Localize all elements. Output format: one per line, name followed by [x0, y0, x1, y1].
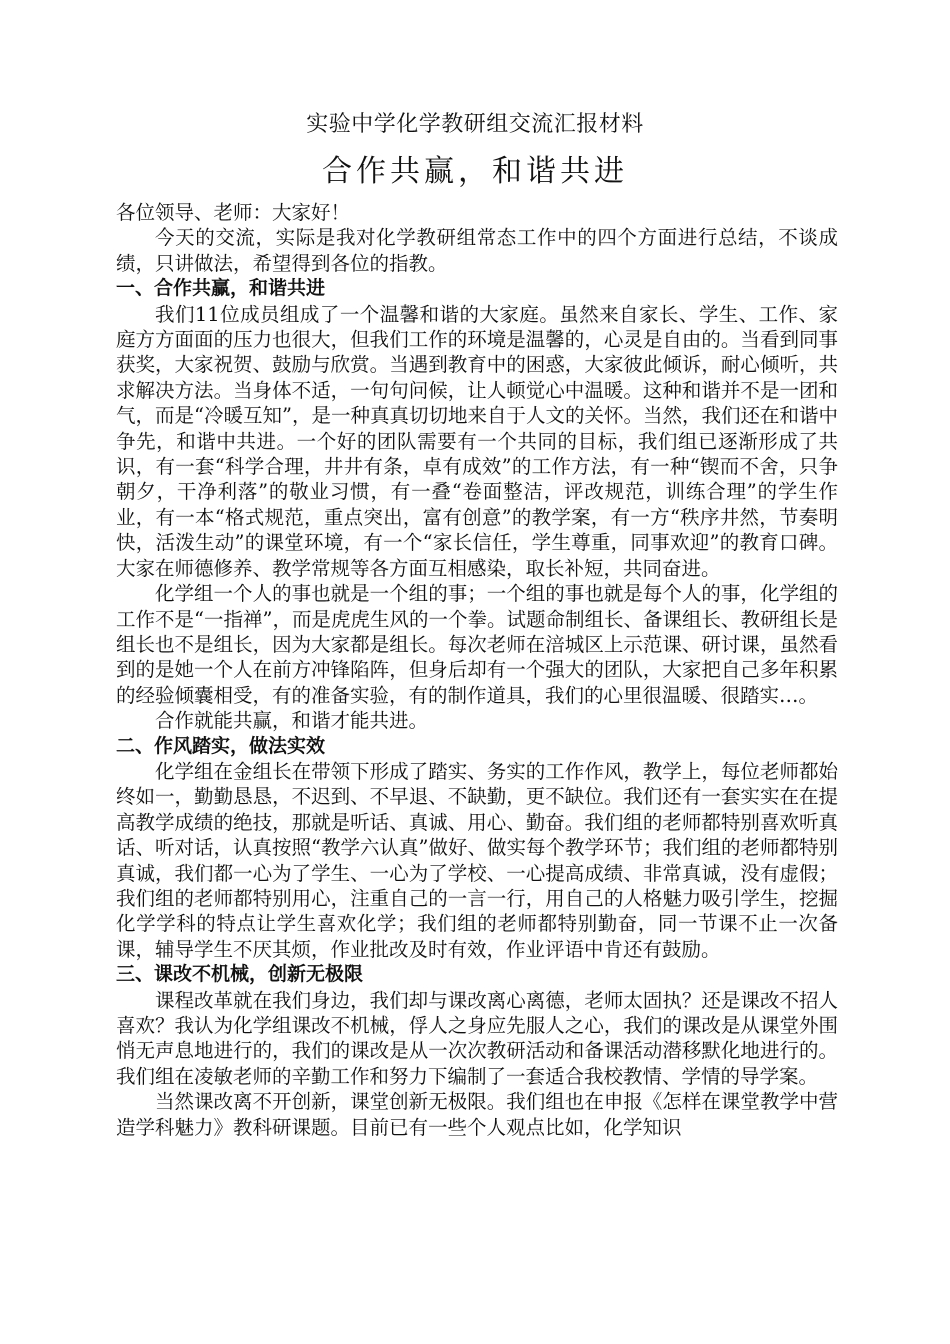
section-1-paragraph-2: 化学组一个人的事也就是一个组的事；一个组的事也就是每个人的事，化学组的工作不是“一指禅”，而是虎虎生风的一个拳。试题命制组长、备课组长、教研组长是组长也不是组长，因为大家都是组长。每次老师在涪城区上示范课、研讨课，虽然看到的是她一个人在前方冲锋陷阵，但身后却有一个强大的团队，大家把自己多年积累的经验倾囊相受，有的准备实验，有的制作道具，我们的心里很温暖、很踏实…。 — [116, 582, 838, 707]
section-heading-1: 一、合作共赢，和谐共进 — [116, 277, 326, 300]
section-2-paragraph-1: 化学组在金组长在带领下形成了踏实、务实的工作作风，教学上，每位老师都始终如一，勤勤恳恳，不迟到、不早退、不缺勤，更不缺位。我们还有一套实实在在提高教学成绩的绝技，那就是听话、真诚、用心、勤奋。我们组的老师都特别喜欢听真话、听对话，认真按照“教学六认真”做好、做实每个教学环节；我们组的老师都特别真诚，我们都一心为了学生、一心为了学校、一心提高成绩、非常真诚，没有虚假；我们组的老师都特别用心，注重自己的一言一行，用自己的人格魅力吸引学生，挖掘化学学科的特点让学生喜欢化学；我们组的老师都特别勤奋，同一节课不止一次备课，辅导学生不厌其烦，作业批改及时有效，作业评语中肯还有鼓励。 — [116, 759, 838, 961]
document-subtitle: 实验中学化学教研组交流汇报材料 — [306, 112, 644, 137]
greeting: 各位领导、老师：大家好！ — [116, 201, 351, 224]
section-3-paragraph-1: 课程改革就在我们身边，我们却与课改离心离德，老师太固执？还是课改不招人喜欢？我认为化学组课改不机械，俘人之身应先服人之心，我们的课改是从课堂外围悄无声息地进行的，我们的课改是从一次次教研活动和备课活动潜移默化地进行的。我们组在凌敏老师的辛勤工作和努力下编制了一套适合我校教情、学情的导学案。 — [116, 988, 838, 1088]
section-heading-2: 二、作风踏实，做法实效 — [116, 734, 326, 757]
section-3-paragraph-2: 当然课改离不开创新，课堂创新无极限。我们组也在申报《怎样在课堂教学中营造学科魅力》教科研课题。目前已有一些个人观点比如，化学知识 — [116, 1090, 838, 1139]
section-1-paragraph-1: 我们11位成员组成了一个温馨和谐的大家庭。虽然来自家长、学生、工作、家庭方方面面的压力也很大，但我们工作的环境是温馨的，心灵是自由的。当看到同事获奖，大家祝贺、鼓励与欣赏。当遇到教育中的困惑，大家彼此倾诉，耐心倾听，共求解决方法。当身体不适，一句句问候，让人顿觉心中温暖。这种和谐并不是一团和气，而是“冷暖互知”，是一种真真切切地来自于人文的关怀。当然，我们还在和谐中争先，和谐中共进。一个好的团队需要有一个共同的目标，我们组已逐渐形成了共识，有一套“科学合理，井井有条，卓有成效”的工作方法，有一种“锲而不舍，只争朝夕，干净利落”的敬业习惯，有一叠“卷面整洁，评改规范，训练合理”的学生作业，有一本“格式规范，重点突出，富有创意”的教学案，有一方“秩序井然，节奏明快，活泼生动”的课堂环境，有一个“家长信任，学生尊重，同事欢迎”的教育口碑。大家在师德修养、教学常规等各方面互相感染，取长补短，共同奋进。 — [116, 302, 838, 580]
document-body — [116, 200, 838, 1140]
document-title: 合作共赢，和谐共进 — [322, 154, 628, 189]
intro-paragraph: 今天的交流，实际是我对化学教研组常态工作中的四个方面进行总结，不谈成绩，只讲做法，希望得到各位的指教。 — [116, 226, 838, 275]
section-heading-3: 三、课改不机械，创新无极限 — [116, 963, 364, 986]
section-1-paragraph-3: 合作就能共赢，和谐才能共进。 — [155, 709, 429, 733]
